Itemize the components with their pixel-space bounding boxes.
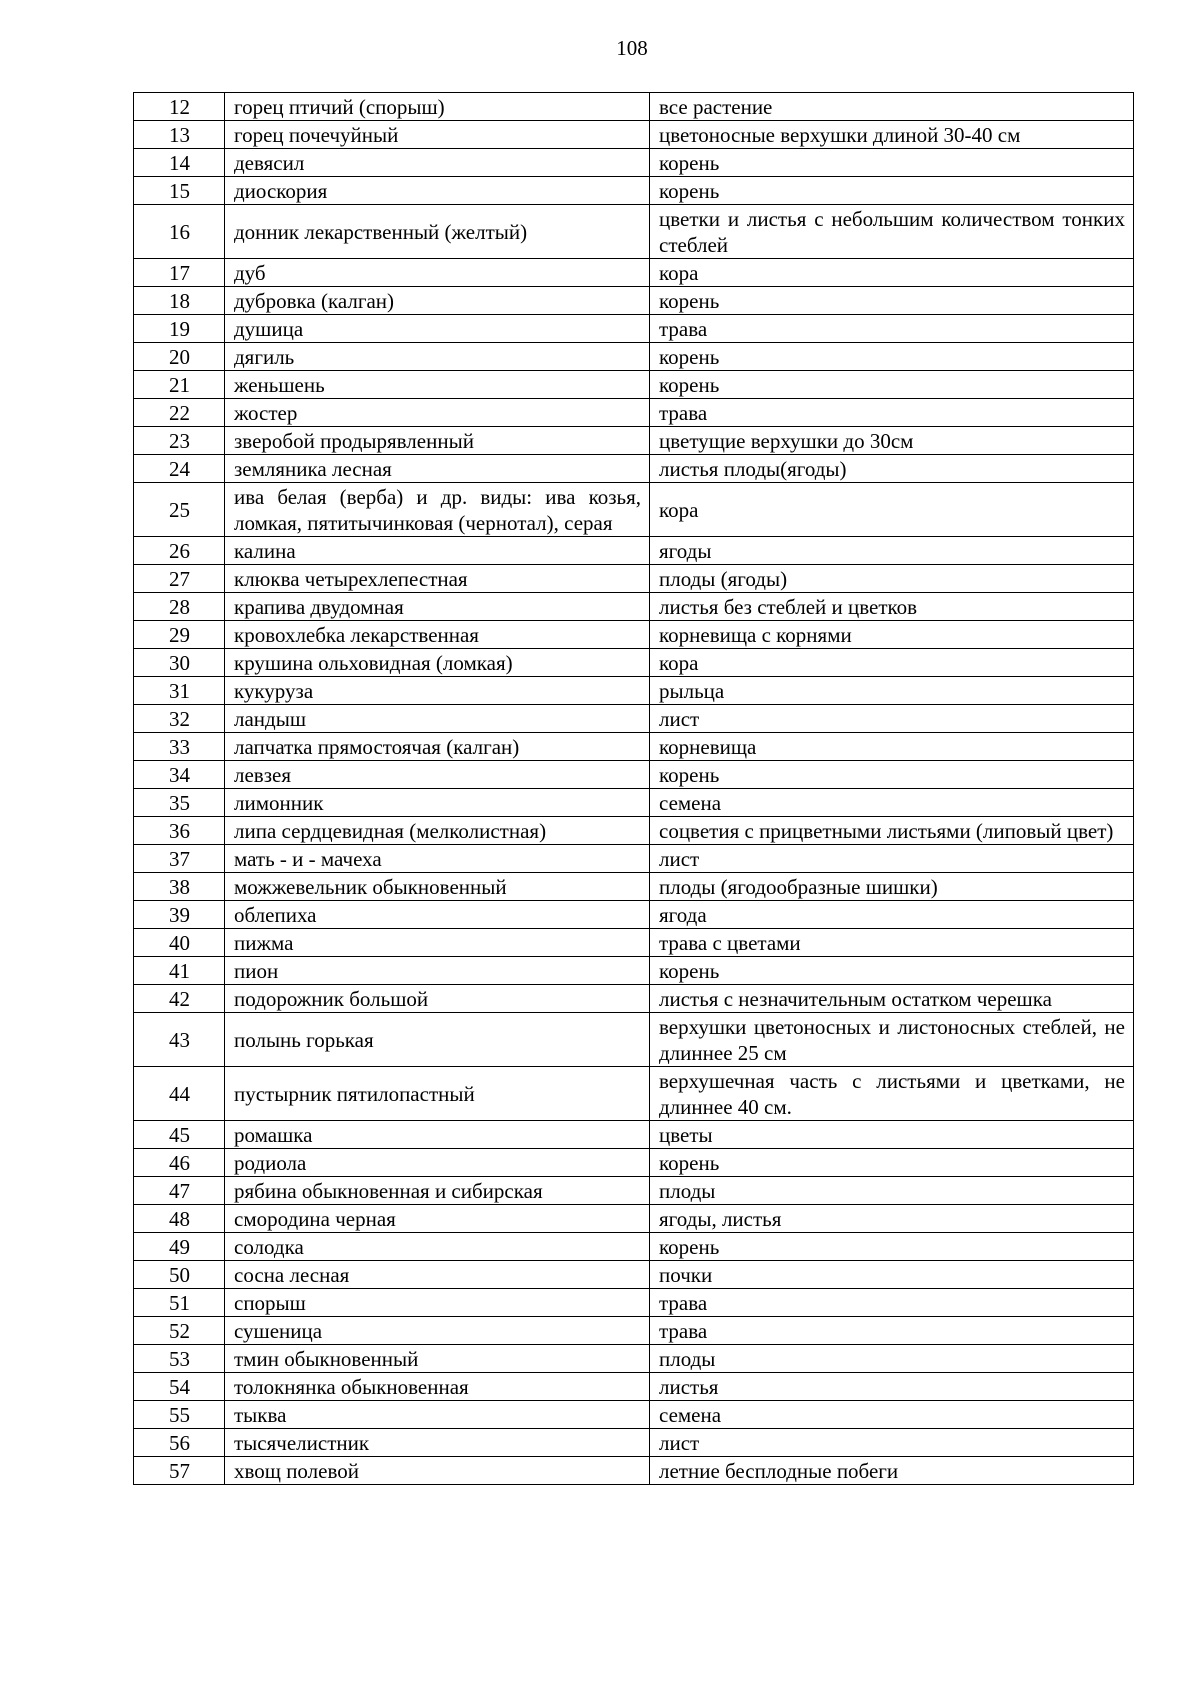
table-row <box>134 371 1134 399</box>
row-number: 38 <box>134 873 225 901</box>
row-number: 29 <box>134 621 225 649</box>
raw-material: листья с незначительным остатком черешка <box>650 985 1134 1013</box>
raw-material: корень <box>650 287 1134 315</box>
row-number: 35 <box>134 789 225 817</box>
row-number: 55 <box>134 1401 225 1429</box>
table-row <box>134 1345 1134 1373</box>
table-row <box>134 873 1134 901</box>
plant-name: липа сердцевидная (мелколистная) <box>225 817 650 845</box>
table-row <box>134 817 1134 845</box>
plant-name: дубровка (калган) <box>225 287 650 315</box>
plant-name: рябина обыкновенная и сибирская <box>225 1177 650 1205</box>
raw-material: верхушки цветоносных и листоносных стеблей, не длиннее 25 см <box>650 1013 1134 1067</box>
plant-name: облепиха <box>225 901 650 929</box>
table-row <box>134 427 1134 455</box>
row-number: 42 <box>134 985 225 1013</box>
raw-material: ягода <box>650 901 1134 929</box>
raw-material: корень <box>650 343 1134 371</box>
raw-material: трава <box>650 399 1134 427</box>
table-row <box>134 1457 1134 1485</box>
table-row <box>134 399 1134 427</box>
table-row <box>134 1177 1134 1205</box>
plant-name: пижма <box>225 929 650 957</box>
plant-name: крапива двудомная <box>225 593 650 621</box>
plant-name: тысячелистник <box>225 1429 650 1457</box>
row-number: 28 <box>134 593 225 621</box>
row-number: 41 <box>134 957 225 985</box>
table-row <box>134 621 1134 649</box>
plant-name: родиола <box>225 1149 650 1177</box>
table-row <box>134 149 1134 177</box>
table-row <box>134 1429 1134 1457</box>
row-number: 49 <box>134 1233 225 1261</box>
raw-material: кора <box>650 649 1134 677</box>
plant-name: мать - и - мачеха <box>225 845 650 873</box>
row-number: 25 <box>134 483 225 537</box>
table-row <box>134 957 1134 985</box>
plant-name: девясил <box>225 149 650 177</box>
plant-name: можжевельник обыкновенный <box>225 873 650 901</box>
raw-material: лист <box>650 705 1134 733</box>
plant-name: ромашка <box>225 1121 650 1149</box>
table-row <box>134 455 1134 483</box>
raw-material: корневища <box>650 733 1134 761</box>
row-number: 47 <box>134 1177 225 1205</box>
raw-material: корневища с корнями <box>650 621 1134 649</box>
row-number: 51 <box>134 1289 225 1317</box>
raw-material: лист <box>650 1429 1134 1457</box>
table-row <box>134 259 1134 287</box>
table-row <box>134 1067 1134 1121</box>
raw-material: ягоды <box>650 537 1134 565</box>
table-body <box>134 93 1134 1485</box>
table-row <box>134 733 1134 761</box>
row-number: 21 <box>134 371 225 399</box>
raw-material: кора <box>650 259 1134 287</box>
raw-material: цветы <box>650 1121 1134 1149</box>
row-number: 39 <box>134 901 225 929</box>
raw-material: рыльца <box>650 677 1134 705</box>
raw-material: трава с цветами <box>650 929 1134 957</box>
raw-material: трава <box>650 1289 1134 1317</box>
table-row <box>134 1373 1134 1401</box>
plant-name: тмин обыкновенный <box>225 1345 650 1373</box>
raw-material: трава <box>650 315 1134 343</box>
table-row <box>134 343 1134 371</box>
plant-name: пион <box>225 957 650 985</box>
row-number: 13 <box>134 121 225 149</box>
plant-name: спорыш <box>225 1289 650 1317</box>
row-number: 15 <box>134 177 225 205</box>
table-row <box>134 1205 1134 1233</box>
row-number: 56 <box>134 1429 225 1457</box>
raw-material: корень <box>650 149 1134 177</box>
table-row <box>134 1317 1134 1345</box>
raw-material: листья плоды(ягоды) <box>650 455 1134 483</box>
raw-material: все растение <box>650 93 1134 121</box>
plant-name: горец почечуйный <box>225 121 650 149</box>
raw-material: плоды <box>650 1177 1134 1205</box>
raw-material: плоды <box>650 1345 1134 1373</box>
row-number: 12 <box>134 93 225 121</box>
medicinal-plants-table <box>133 92 1134 1485</box>
plant-name: зверобой продырявленный <box>225 427 650 455</box>
plant-name: смородина черная <box>225 1205 650 1233</box>
table-row <box>134 705 1134 733</box>
row-number: 27 <box>134 565 225 593</box>
plant-name: тыква <box>225 1401 650 1429</box>
raw-material: почки <box>650 1261 1134 1289</box>
row-number: 52 <box>134 1317 225 1345</box>
row-number: 48 <box>134 1205 225 1233</box>
table-row <box>134 1401 1134 1429</box>
table-row <box>134 845 1134 873</box>
plant-name: земляника лесная <box>225 455 650 483</box>
row-number: 46 <box>134 1149 225 1177</box>
plant-name: лапчатка прямостоячая (калган) <box>225 733 650 761</box>
plant-name: кукуруза <box>225 677 650 705</box>
plant-name: толокнянка обыкновенная <box>225 1373 650 1401</box>
raw-material: ягоды, листья <box>650 1205 1134 1233</box>
row-number: 26 <box>134 537 225 565</box>
row-number: 23 <box>134 427 225 455</box>
row-number: 57 <box>134 1457 225 1485</box>
raw-material: семена <box>650 789 1134 817</box>
table-row <box>134 649 1134 677</box>
row-number: 40 <box>134 929 225 957</box>
row-number: 50 <box>134 1261 225 1289</box>
raw-material: корень <box>650 371 1134 399</box>
raw-material: корень <box>650 1149 1134 1177</box>
plant-name: клюква четырехлепестная <box>225 565 650 593</box>
raw-material: листья <box>650 1373 1134 1401</box>
table-row <box>134 1289 1134 1317</box>
plant-name: калина <box>225 537 650 565</box>
table-row <box>134 483 1134 537</box>
raw-material: корень <box>650 1233 1134 1261</box>
plant-name: женьшень <box>225 371 650 399</box>
row-number: 33 <box>134 733 225 761</box>
table-row <box>134 901 1134 929</box>
raw-material: цветущие верхушки до 30см <box>650 427 1134 455</box>
row-number: 37 <box>134 845 225 873</box>
plant-name: дягиль <box>225 343 650 371</box>
row-number: 18 <box>134 287 225 315</box>
row-number: 36 <box>134 817 225 845</box>
raw-material: корень <box>650 957 1134 985</box>
table-row <box>134 761 1134 789</box>
row-number: 24 <box>134 455 225 483</box>
raw-material: листья без стеблей и цветков <box>650 593 1134 621</box>
row-number: 14 <box>134 149 225 177</box>
row-number: 45 <box>134 1121 225 1149</box>
table-row <box>134 929 1134 957</box>
row-number: 53 <box>134 1345 225 1373</box>
row-number: 19 <box>134 315 225 343</box>
row-number: 16 <box>134 205 225 259</box>
plant-name: подорожник большой <box>225 985 650 1013</box>
raw-material: соцветия с прицветными листьями (липовый цвет) <box>650 817 1134 845</box>
row-number: 20 <box>134 343 225 371</box>
plant-name: полынь горькая <box>225 1013 650 1067</box>
plant-name: лимонник <box>225 789 650 817</box>
raw-material: лист <box>650 845 1134 873</box>
plant-name: диоскория <box>225 177 650 205</box>
plant-name: крушина ольховидная (ломкая) <box>225 649 650 677</box>
raw-material: трава <box>650 1317 1134 1345</box>
plant-name: дуб <box>225 259 650 287</box>
table-row <box>134 537 1134 565</box>
table-row <box>134 789 1134 817</box>
raw-material: цветки и листья с небольшим количеством тонких стеблей <box>650 205 1134 259</box>
plant-name: горец птичий (спорыш) <box>225 93 650 121</box>
table-row <box>134 205 1134 259</box>
plant-name: левзея <box>225 761 650 789</box>
plant-name: сосна лесная <box>225 1261 650 1289</box>
table-row <box>134 315 1134 343</box>
raw-material: летние бесплодные побеги <box>650 1457 1134 1485</box>
row-number: 22 <box>134 399 225 427</box>
row-number: 44 <box>134 1067 225 1121</box>
table-row <box>134 1013 1134 1067</box>
plant-name: солодка <box>225 1233 650 1261</box>
table-row <box>134 121 1134 149</box>
raw-material: корень <box>650 761 1134 789</box>
plant-name: сушеница <box>225 1317 650 1345</box>
raw-material: цветоносные верхушки длиной 30-40 см <box>650 121 1134 149</box>
plant-name: хвощ полевой <box>225 1457 650 1485</box>
table-row <box>134 1233 1134 1261</box>
table-row <box>134 1261 1134 1289</box>
row-number: 34 <box>134 761 225 789</box>
raw-material: плоды (ягоды) <box>650 565 1134 593</box>
plant-name: жостер <box>225 399 650 427</box>
plant-name: донник лекарственный (желтый) <box>225 205 650 259</box>
table-row <box>134 1149 1134 1177</box>
table-row <box>134 565 1134 593</box>
table-row <box>134 677 1134 705</box>
table-row <box>134 985 1134 1013</box>
plant-name: ландыш <box>225 705 650 733</box>
row-number: 54 <box>134 1373 225 1401</box>
plant-name: душица <box>225 315 650 343</box>
plant-name: пустырник пятилопастный <box>225 1067 650 1121</box>
table-row <box>134 593 1134 621</box>
plant-name: кровохлебка лекарственная <box>225 621 650 649</box>
row-number: 32 <box>134 705 225 733</box>
raw-material: кора <box>650 483 1134 537</box>
table-row <box>134 287 1134 315</box>
row-number: 31 <box>134 677 225 705</box>
raw-material: корень <box>650 177 1134 205</box>
plant-name: ива белая (верба) и др. виды: ива козья, ломкая, пятитычинковая (чернотал), серая <box>225 483 650 537</box>
table-row <box>134 1121 1134 1149</box>
table-row <box>134 177 1134 205</box>
page-number: 108 <box>616 36 648 60</box>
table-row <box>134 93 1134 121</box>
row-number: 43 <box>134 1013 225 1067</box>
raw-material: плоды (ягодообразные шишки) <box>650 873 1134 901</box>
row-number: 30 <box>134 649 225 677</box>
raw-material: верхушечная часть с листьями и цветками, не длиннее 40 см. <box>650 1067 1134 1121</box>
raw-material: семена <box>650 1401 1134 1429</box>
row-number: 17 <box>134 259 225 287</box>
